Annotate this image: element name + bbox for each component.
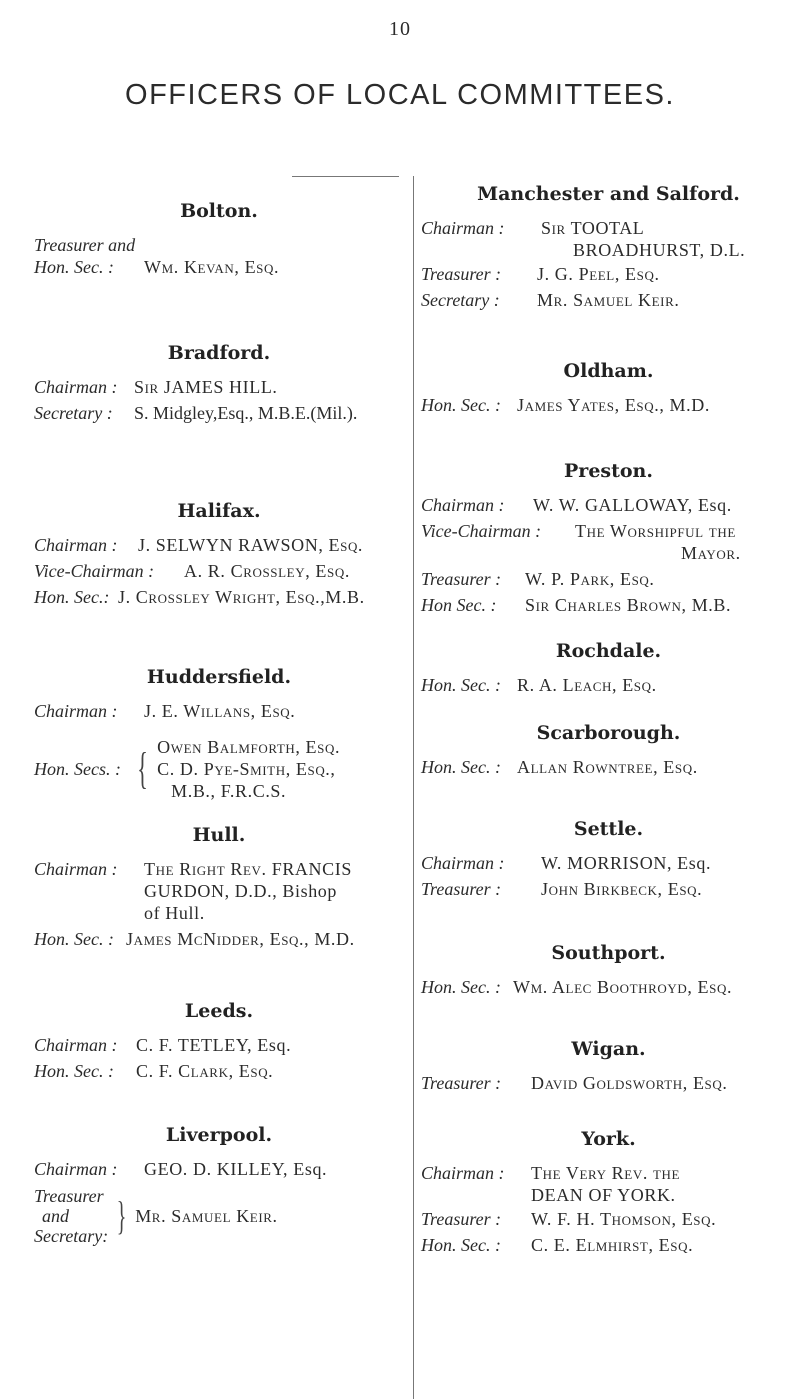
page-title: OFFICERS OF LOCAL COMMITTEES. [125,79,675,112]
top-rule [292,176,399,177]
brace-glyph: } [116,1193,127,1238]
officer-name: M.B., F.R.C.S. [171,781,287,801]
officer-name: J. E. Willans, Esq. [144,701,296,721]
role-label: Treasurer : [421,569,502,589]
section-heading: Bradford. [167,342,271,364]
officer-name: DEAN OF YORK. [531,1185,676,1205]
role-label: and [42,1206,69,1226]
role-label: Secretary: [34,1226,109,1246]
officer-name: James Yates, Esq., M.D. [517,395,710,415]
role-label: Hon. Sec. : [421,757,501,777]
officer-name: R. A. Leach, Esq. [517,675,657,695]
section-heading: Wigan. [571,1038,646,1060]
section-halifax [34,500,404,612]
section-hull [34,824,404,954]
officer-name: J. G. Peel, Esq. [537,264,660,284]
role-label: Chairman : [34,701,118,721]
officer-name: The Right Rev. FRANCIS [144,859,352,879]
role-label: Hon. Sec. : [421,675,501,695]
section-bolton [34,200,404,282]
section-bradford [34,342,404,428]
officer-name: C. F. Clark, Esq. [136,1061,274,1081]
section-york [421,1128,796,1260]
role-label: Treasurer : [421,879,502,899]
section-liverpool [34,1124,404,1246]
brace-glyph: { [137,744,148,793]
section-heading: York. [581,1128,636,1150]
officer-name: The Very Rev. the [531,1163,681,1183]
officer-name: Sir JAMES HILL. [134,377,278,397]
section-wigan [421,1038,796,1098]
section-heading: Southport. [551,942,666,964]
section-heading: Settle. [573,818,644,840]
role-label: Vice-Chairman : [421,521,542,541]
officer-name: BROADHURST, D.L. [573,240,746,260]
role-label: Chairman : [34,1035,118,1055]
officer-name: John Birkbeck, Esq. [541,879,703,899]
role-label: Vice-Chairman : [34,561,155,581]
officer-name: Sir Charles Brown, M.B. [525,595,732,615]
section-scarborough [421,722,796,782]
role-label: Treasurer [34,1186,104,1206]
role-label: Chairman : [34,859,118,879]
section-heading: Liverpool. [165,1124,273,1146]
officer-name: S. Midgley,Esq., M.B.E.(Mil.). [134,403,358,423]
officer-name: J. SELWYN RAWSON, Esq. [138,535,364,555]
role-label: Chairman : [421,1163,505,1183]
role-label: Chairman : [34,535,118,555]
section-heading: Scarborough. [536,722,681,744]
role-label: Hon. Sec. : [34,929,114,949]
section-heading: Preston. [564,460,653,482]
role-label: Secretary : [421,290,500,310]
officer-name: Mr. Samuel Keir. [135,1206,278,1226]
role-label: Chairman : [34,1159,118,1179]
role-label: Hon. Sec. : [421,1235,501,1255]
officer-name: Wm. Alec Boothroyd, Esq. [513,977,733,997]
officer-name: C. E. Elmhirst, Esq. [531,1235,694,1255]
officer-name: W. P. Park, Esq. [525,569,655,589]
role-label: Hon. Sec. : [34,257,114,277]
officer-name: W. MORRISON, Esq. [541,853,712,873]
section-huddersfield [34,666,404,802]
officer-name: A. R. Crossley, Esq. [184,561,350,581]
officer-name: GURDON, D.D., Bishop [144,881,338,901]
officer-name: J. Crossley Wright, Esq.,M.B. [118,587,365,607]
officer-name: Mayor. [681,543,741,563]
role-label: Hon. Sec. : [34,1061,114,1081]
role-label: Secretary : [34,403,113,423]
role-label: Hon. Sec. : [421,395,501,415]
officer-name: W. W. GALLOWAY, Esq. [533,495,732,515]
section-oldham [421,360,796,420]
officer-name: Wm. Kevan, Esq. [144,257,280,277]
officer-name: Owen Balmforth, Esq. [157,737,341,757]
section-heading: Halifax. [177,500,261,522]
role-label: Treasurer : [421,1209,502,1229]
role-label: Chairman : [421,853,505,873]
section-heading: Oldham. [563,360,654,382]
officer-name: Allan Rowntree, Esq. [517,757,698,777]
role-label: Chairman : [421,218,505,238]
role-label: Treasurer and [34,235,136,255]
role-label: Chairman : [34,377,118,397]
section-heading: Hull. [192,824,246,846]
officer-name: GEO. D. KILLEY, Esq. [144,1159,328,1179]
section-heading: Huddersfield. [146,666,292,688]
section-heading: Bolton. [180,200,258,222]
section-heading: Leeds. [184,1000,254,1022]
section-southport [421,942,796,1002]
role-label: Hon. Sec. : [421,977,501,997]
section-leeds [34,1000,404,1086]
section-manchester [421,183,796,315]
officer-name: W. F. H. Thomson, Esq. [531,1209,717,1229]
role-label: Treasurer : [421,264,502,284]
officer-name: The Worshipful the [575,521,736,541]
section-heading: Rochdale. [555,640,662,662]
officer-name: Mr. Samuel Keir. [537,290,680,310]
officer-name: Sir TOOTAL [541,218,645,238]
role-label: Hon. Secs. : [34,759,121,779]
officer-name: C. D. Pye-Smith, Esq., [157,759,336,779]
officer-name: of Hull. [144,903,205,923]
section-settle [421,818,796,904]
section-heading: Manchester and Salford. [477,183,740,205]
officer-name: James McNidder, Esq., M.D. [126,929,355,949]
role-label: Hon Sec. : [421,595,497,615]
section-rochdale [421,640,796,700]
role-label: Treasurer : [421,1073,502,1093]
role-label: Chairman : [421,495,505,515]
officer-name: C. F. TETLEY, Esq. [136,1035,292,1055]
section-preston [421,460,796,620]
page-number: 10 [389,18,411,40]
officer-name: David Goldsworth, Esq. [531,1073,728,1093]
column-divider [413,176,414,1399]
role-label: Hon. Sec.: [34,587,110,607]
